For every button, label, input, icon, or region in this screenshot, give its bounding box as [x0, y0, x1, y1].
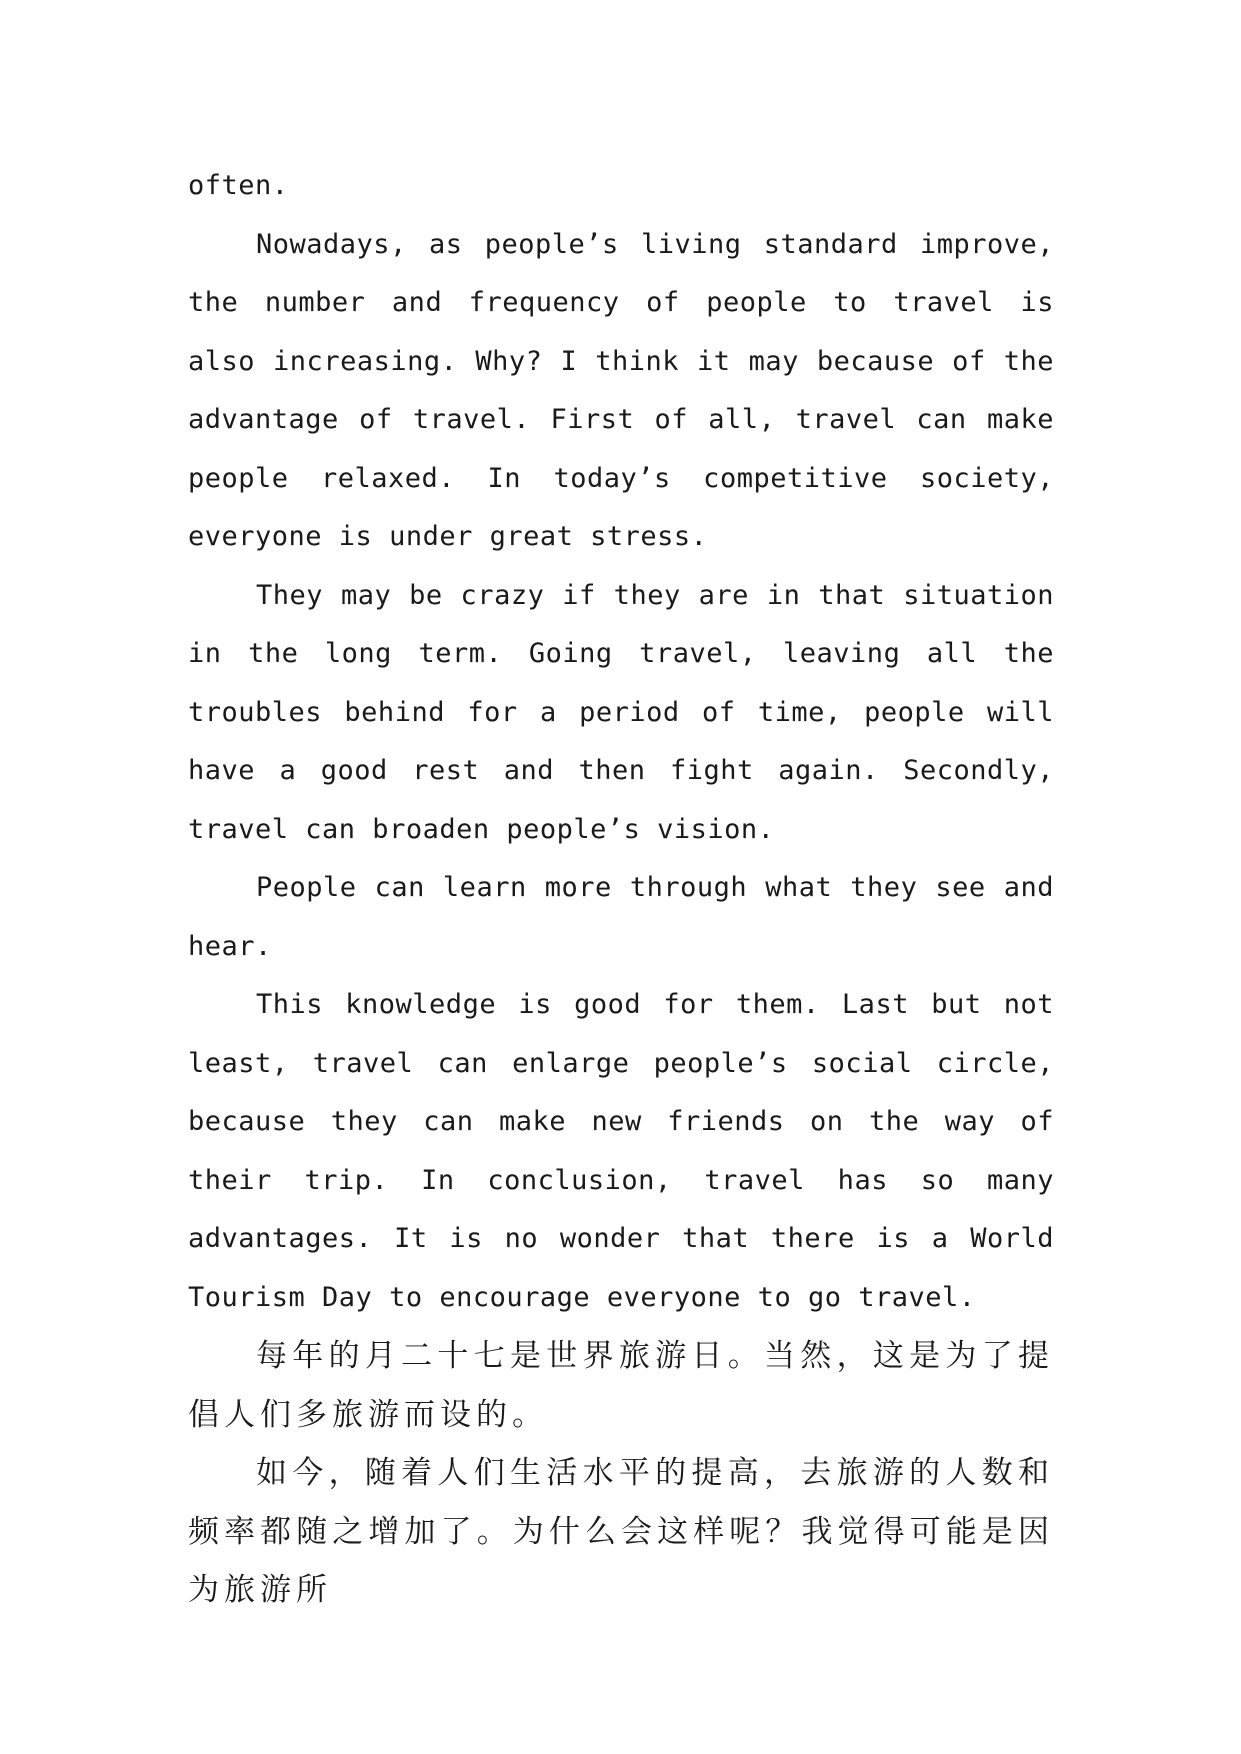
paragraph-chinese-intro: 每年的月二十七是世界旅游日。当然，这是为了提倡人们多旅游而设的。: [188, 1338, 1054, 1433]
paragraph-learning: People can learn more through what they see and hear.: [188, 872, 1054, 962]
paragraph-travel-increase: Nowadays, as people’s living standard improve, the number and frequency of people to travel is also increasing. Why? I think it may because of the advantage of travel. First of all, travel can make people relaxed. In today’s competitive society, everyone is under great stress.: [188, 228, 1054, 552]
document-body: [188, 157, 1054, 1620]
paragraph-continuation: often.: [188, 170, 289, 201]
paragraph-chinese-body: 如今，随着人们生活水平的提高，去旅游的人数和频率都随之增加了。为什么会这样呢？我觉得可能是因为旅游所: [188, 1455, 1054, 1608]
paragraph-stress-relief: They may be crazy if they are in that situation in the long term. Going travel, leaving all the troubles behind for a period of time, people will have a good rest and then fight again. Secondly, travel can broaden people’s vision.: [188, 579, 1054, 845]
paragraph-conclusion: This knowledge is good for them. Last but not least, travel can enlarge people’s social circle, because they can make new friends on the way of their trip. In conclusion, travel has so many advantages. It is no wonder that there is a World Tourism Day to encourage everyone to go travel.: [188, 989, 1054, 1313]
